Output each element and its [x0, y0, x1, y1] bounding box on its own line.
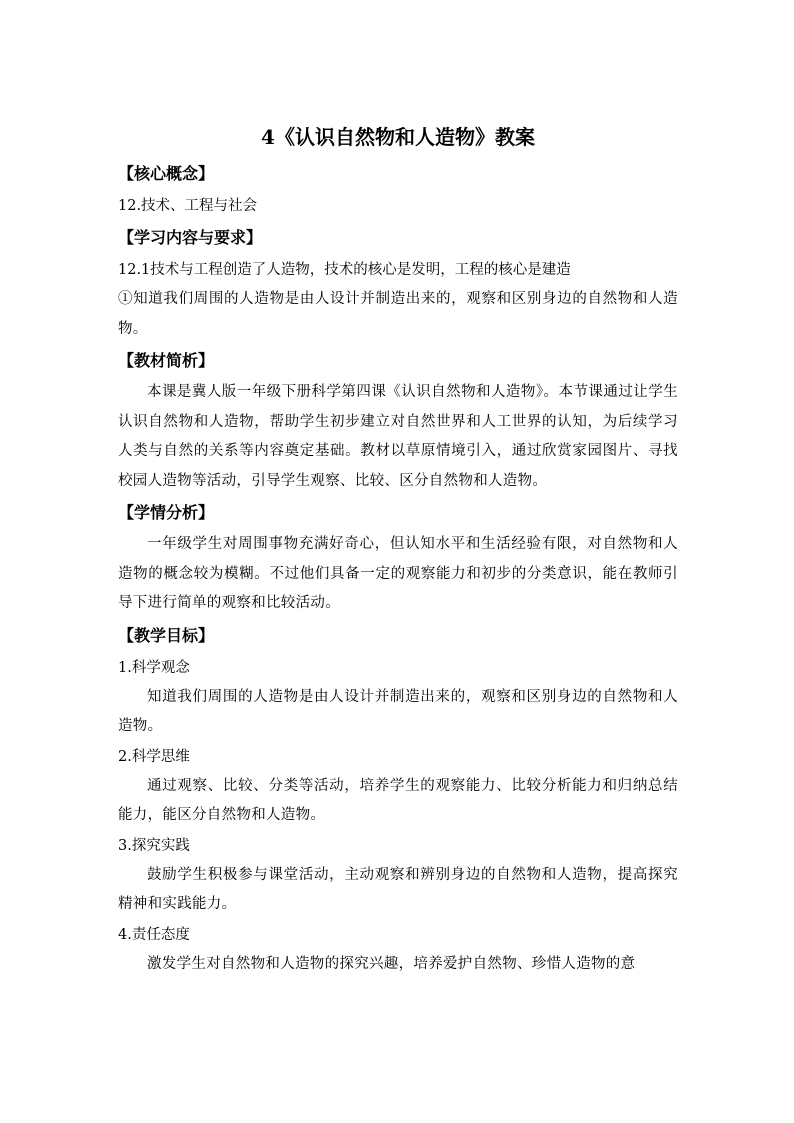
learners-paragraph: 一年级学生对周围事物充满好奇心，但认知水平和生活经验有限，对自然物和人造物的概念较为模糊。不过他们具备一定的观察能力和初步的分类意识，能在教师引导下进行简单的观察和比较活动。 [118, 536, 678, 611]
goal-text-2: 通过观察、比较、分类等活动，培养学生的观察能力、比较分析能力和归纳总结能力，能区分自然物和人造物。 [118, 777, 678, 823]
goal-text-1: 知道我们周围的人造物是由人设计并制造出来的，观察和区别身边的自然物和人造物。 [118, 688, 678, 734]
section-heading-textbook: 【教材简析】 [118, 351, 215, 370]
section-heading-requirements: 【学习内容与要求】 [118, 228, 263, 247]
textbook-paragraph: 本课是冀人版一年级下册科学第四课《认识自然物和人造物》。本节课通过让学生认识自然物和人造物，帮助学生初步建立对自然世界和人工世界的认知，为后续学习人类与自然的关系等内容奠定基础。教材以草原情境引入，通过欣赏家园图片、寻找校园人造物等活动，引导学生观察、比较、区分自然物和人造物。 [118, 384, 678, 489]
goal-label-2: 2.科学思维 [118, 748, 190, 765]
goal-label-3: 3.探究实践 [118, 837, 190, 854]
goal-text-4: 激发学生对自然物和人造物的探究兴趣，培养爱护自然物、珍惜人造物的意 [147, 955, 636, 972]
section-heading-core: 【核心概念】 [118, 164, 215, 183]
goal-label-1: 1.科学观念 [118, 659, 190, 676]
goal-label-4: 4.责任态度 [118, 926, 190, 943]
section-heading-learners: 【学情分析】 [118, 503, 215, 522]
document-content [118, 121, 678, 979]
goal-text-3: 鼓励学生积极参与课堂活动，主动观察和辨别身边的自然物和人造物，提高探究精神和实践能力。 [118, 866, 678, 912]
core-concept-text: 12.技术、工程与社会 [118, 198, 258, 214]
requirements-line-1: 12.1技术与工程创造了人造物，技术的核心是发明，工程的核心是建造 [118, 262, 571, 278]
document-title: 4《认识自然物和人造物》教案 [261, 125, 535, 149]
section-heading-goals: 【教学目标】 [118, 625, 215, 645]
requirements-line-2: ①知道我们周围的人造物是由人设计并制造出来的，观察和区别身边的自然物和人造物。 [118, 291, 678, 337]
